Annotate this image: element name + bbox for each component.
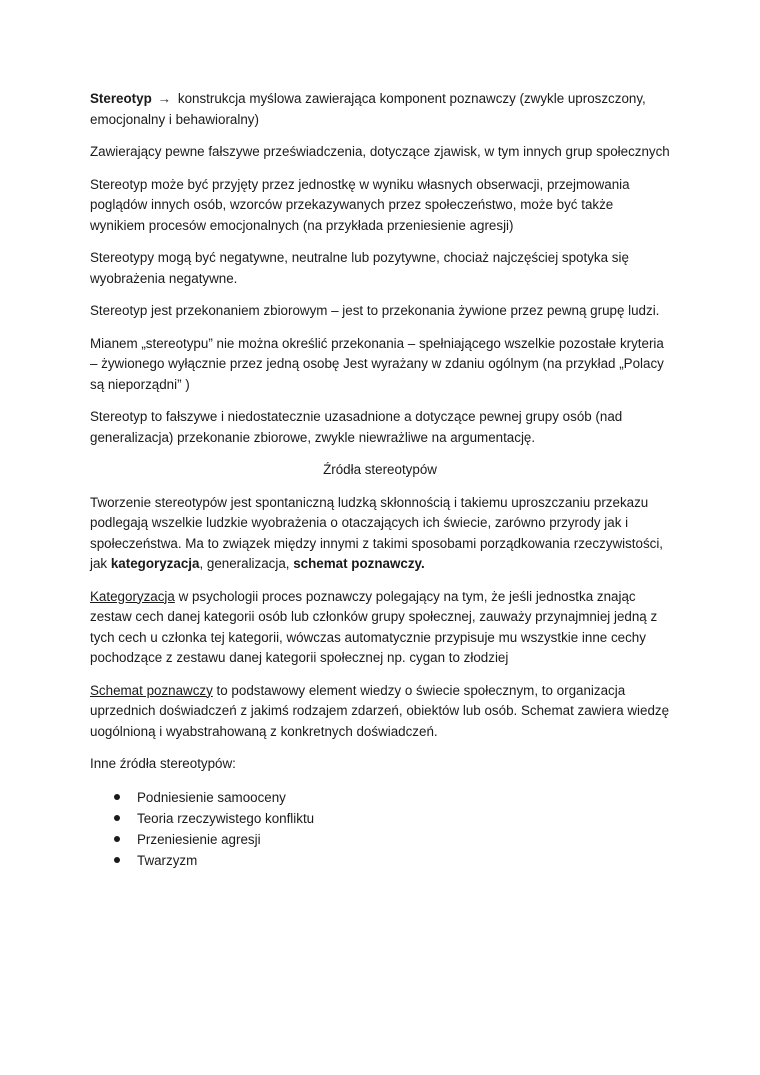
paragraph-8-sep: , generalizacja, — [199, 556, 294, 571]
list-item-label: Twarzyzm — [137, 852, 198, 868]
paragraph-5: Stereotyp jest przekonaniem zbiorowym – jest to przekonania żywione przez pewną grupę ludzi. — [90, 303, 660, 318]
paragraph-9 — [90, 587, 670, 669]
paragraph-8-text: Tworzenie stereotypów jest spontaniczną ludzką skłonnością i takiemu uproszczaniu przekazu podlegają wszelkie ludzkie wyobrażenia o otaczających ich świecie, zarówno przyrody jak i społeczeństwa. Ma to związek między innymi z takimi sposobami porządkowania rzeczywistości, jak — [90, 494, 664, 571]
paragraph-6: Mianem „stereotypu” nie można określić przekonania – spełniającego wszelkie pozostałe kryteria – żywionego wyłącznie przez jedną osobę Jest wyrażany w zdaniu ogólnym (na przykład „Polacy są nieporządni” ) — [90, 335, 664, 392]
list-item-label: Przeniesienie agresji — [137, 831, 261, 847]
term-stereotyp: Stereotyp — [90, 91, 152, 106]
section-heading: Źródła stereotypów — [323, 462, 437, 477]
term-kategoryzacja-underlined: Kategoryzacja — [90, 588, 175, 604]
paragraph-3: Stereotyp może być przyjęty przez jednostkę w wyniku własnych obserwacji, przejmowania poglądów innych osób, wzorców przekazywanych przez społeczeństwo, może być także wynikiem procesów emocjonalnych (na przykłada przeniesienie agresji) — [90, 176, 630, 233]
bullet-icon — [114, 794, 120, 800]
definition-paragraph — [90, 89, 670, 130]
document-page — [90, 89, 670, 871]
paragraph-8 — [90, 493, 670, 575]
list-item — [90, 808, 670, 829]
paragraph-10-text: to podstawowy element wiedzy o świecie społecznym, to organizacja uprzednich doświadczeń z jakimś rodzajem zdarzeń, obiektów lub osób. Schemat zawiera wiedzę uogólnioną i wyabstrahowaną z konkretnych doświadczeń. — [90, 682, 670, 739]
list-item-label: Podniesienie samooceny — [137, 789, 286, 805]
paragraph-10 — [90, 681, 670, 743]
arrow-right-icon: → — [157, 91, 172, 106]
paragraph-2: Zawierający pewne fałszywe przeświadczenia, dotyczące zjawisk, w tym innych grup społecznych — [90, 144, 670, 159]
paragraph-11: Inne źródła stereotypów: — [90, 756, 236, 771]
bullet-icon — [114, 857, 120, 863]
paragraph-7: Stereotyp to fałszywe i niedostatecznie uzasadnione a dotyczące pewnej grupy osób (nad generalizacja) przekonanie zbiorowe, zwykle niewrażliwe na argumentację. — [90, 409, 623, 445]
term-kategoryzacja: kategoryzacja — [110, 556, 200, 571]
bullet-icon — [114, 836, 120, 842]
list-item-label: Teoria rzeczywistego konfliktu — [137, 810, 315, 826]
paragraph-9-text: w psychologii proces poznawczy polegający na tym, że jeśli jednostka znając zestaw cech danej kategorii osób lub członków grupy społecznej, zauważy przynajmniej jedną z tych cech u członka tej kategorii, wówczas automatycznie przypisuje mu wszystkie inne cechy pochodzące z zestawu danej kategorii społecznej np. cygan to złodziej — [90, 588, 658, 665]
bullet-icon — [114, 815, 120, 821]
term-schemat-underlined: Schemat poznawczy — [90, 682, 213, 698]
list-item — [90, 787, 670, 808]
definition-text: konstrukcja myślowa zawierająca komponent poznawczy (zwykle uproszczony, emocjonalny i behawioralny) — [90, 91, 646, 127]
term-schemat-poznawczy: schemat poznawczy. — [293, 556, 425, 571]
paragraph-4: Stereotypy mogą być negatywne, neutralne lub pozytywne, chociaż najczęściej spotyka się wyobrażenia negatywne. — [90, 250, 629, 286]
list-item — [90, 850, 670, 871]
sources-list — [90, 787, 670, 871]
list-item — [90, 829, 670, 850]
